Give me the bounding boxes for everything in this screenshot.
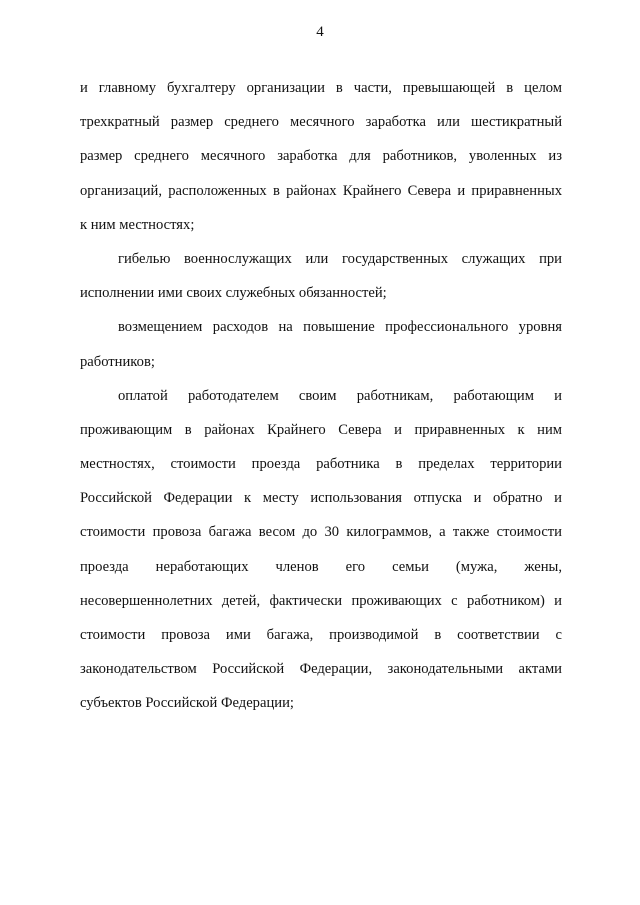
text-line: к ним местностях; [80, 216, 195, 233]
text-line: стоимости провоза багажа весом до 30 килограммов, а также стоимости [80, 524, 562, 541]
text-line: гибелью военнослужащих или государственных служащих при [118, 250, 562, 267]
text-line: возмещением расходов на повышение профессионального уровня [118, 319, 562, 336]
text-line: Российской Федерации к месту использования отпуска и обратно и [80, 490, 562, 507]
text-line: несовершеннолетних детей, фактически проживающих с работником) и [80, 592, 562, 609]
text-line: размер среднего месячного заработка для работников, уволенных из [80, 148, 562, 165]
text-line: организаций, расположенных в районах Крайнего Севера и приравненных [80, 182, 562, 199]
text-line: и главному бухгалтеру организации в части, превышающей в целом [80, 80, 562, 96]
text-line: законодательством Российской Федерации, законодательными актами [80, 661, 562, 678]
text-line: трехкратный размер среднего месячного заработка или шестикратный [80, 114, 562, 131]
text-line: субъектов Российской Федерации; [80, 695, 294, 712]
text-line: стоимости провоза ими багажа, производимой в соответствии с [80, 627, 562, 643]
document-body [80, 71, 562, 721]
page-number: 4 [316, 24, 324, 40]
text-line: работников; [80, 353, 155, 370]
text-line: проезда неработающих членов его семьи (мужа, жены, [80, 558, 562, 575]
text-line: проживающим в районах Крайнего Севера и приравненных к ним [80, 421, 562, 438]
text-line: исполнении ими своих служебных обязанностей; [80, 285, 387, 302]
text-line: оплатой работодателем своим работникам, работающим и [118, 387, 562, 404]
text-line: местностях, стоимости проезда работника в пределах территории [80, 456, 562, 473]
